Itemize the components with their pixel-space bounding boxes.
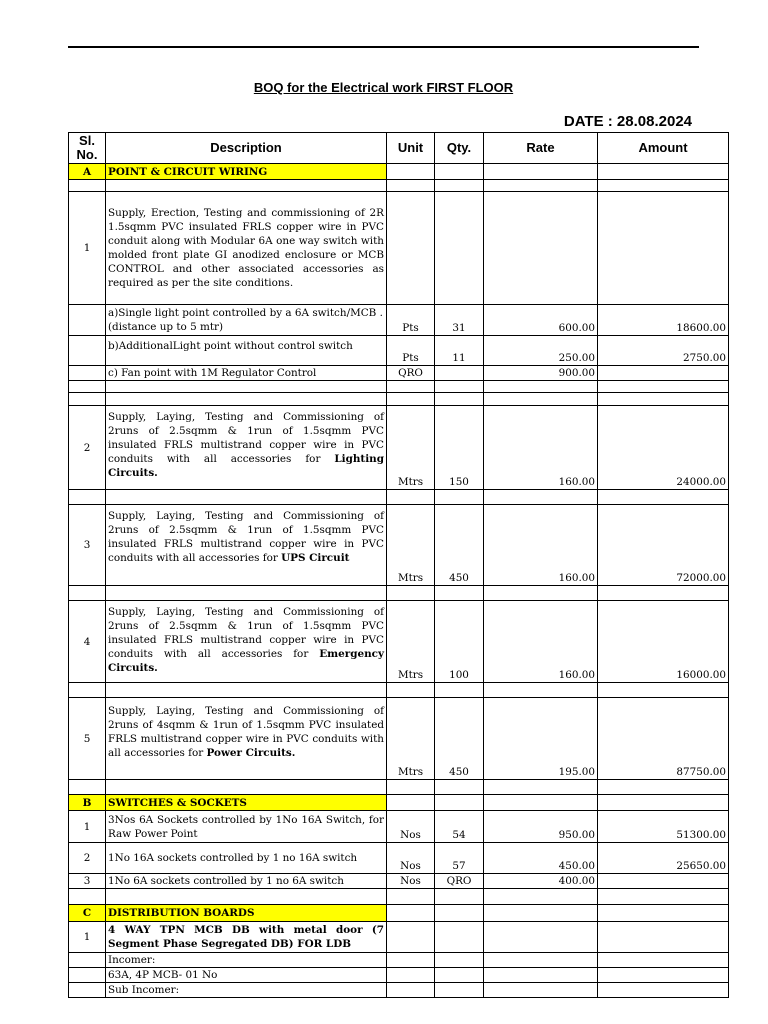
section-c-row bbox=[69, 905, 729, 922]
rate: 900.00 bbox=[484, 366, 598, 381]
rate: 600.00 bbox=[484, 305, 598, 336]
section-letter: C bbox=[69, 905, 106, 922]
amount: 16000.00 bbox=[598, 601, 729, 683]
item-description: 3Nos 6A Sockets controlled by 1No 16A Switch, for Raw Power Point bbox=[106, 811, 387, 843]
sl-no: 2 bbox=[69, 843, 106, 874]
rate: 400.00 bbox=[484, 874, 598, 889]
qty: 450 bbox=[435, 505, 484, 586]
table-row bbox=[69, 874, 729, 889]
rate: 195.00 bbox=[484, 698, 598, 780]
section-letter: B bbox=[69, 795, 106, 811]
section-title: SWITCHES & SOCKETS bbox=[106, 795, 387, 811]
item-description: Supply, Laying, Testing and Commissioning of 2runs of 2.5sqmm & 1run of 1.5sqmm PVC insulated FRLS multistrand copper wire in PVC conduits with all accessories for UPS Circuit bbox=[106, 505, 387, 586]
document-date: DATE : 28.08.2024 bbox=[563, 113, 692, 130]
item-description: Supply, Laying, Testing and Commissioning of 2runs of 4sqmm & 1run of 1.5sqmm PVC insulated FRLS multistrand copper wire in PVC conduits with all accessories for Power Circuits. bbox=[106, 698, 387, 780]
item-description: 1No 6A sockets controlled by 1 no 6A switch bbox=[106, 874, 387, 889]
amount: 18600.00 bbox=[598, 305, 729, 336]
qty: 54 bbox=[435, 811, 484, 843]
sl-no: 3 bbox=[69, 874, 106, 889]
amount: 72000.00 bbox=[598, 505, 729, 586]
table-row bbox=[69, 983, 729, 998]
col-unit: Unit bbox=[387, 133, 435, 164]
sl-no: 2 bbox=[69, 406, 106, 490]
qty: 11 bbox=[435, 336, 484, 366]
item-description: c) Fan point with 1M Regulator Control bbox=[106, 366, 387, 381]
amount: 51300.00 bbox=[598, 811, 729, 843]
spacer-row bbox=[69, 180, 729, 192]
col-amount: Amount bbox=[598, 133, 729, 164]
rate: 250.00 bbox=[484, 336, 598, 366]
spacer-row bbox=[69, 381, 729, 393]
amount bbox=[598, 874, 729, 889]
boq-table bbox=[68, 132, 729, 998]
table-row bbox=[69, 366, 729, 381]
item-description: b)AdditionalLight point without control switch bbox=[106, 336, 387, 366]
item-description: Supply, Erection, Testing and commissioning of 2R 1.5sqmm PVC insulated FRLS copper wire in PVC conduit along with Modular 6A one way switch with molded front plate GI anodized enclosure or MCB CONTROL and other associated accessories as required as per the site conditions. bbox=[106, 192, 387, 305]
amount: 25650.00 bbox=[598, 843, 729, 874]
amount: 87750.00 bbox=[598, 698, 729, 780]
unit: Mtrs bbox=[387, 601, 435, 683]
qty bbox=[435, 366, 484, 381]
qty: 100 bbox=[435, 601, 484, 683]
table-row bbox=[69, 811, 729, 843]
rate: 950.00 bbox=[484, 811, 598, 843]
spacer-row bbox=[69, 393, 729, 406]
table-row bbox=[69, 922, 729, 953]
table-row bbox=[69, 843, 729, 874]
spacer-row bbox=[69, 490, 729, 505]
qty: QRO bbox=[435, 874, 484, 889]
sl-no: 3 bbox=[69, 505, 106, 586]
table-row bbox=[69, 968, 729, 983]
section-title: POINT & CIRCUIT WIRING bbox=[106, 164, 387, 180]
unit: Nos bbox=[387, 874, 435, 889]
spacer-row bbox=[69, 780, 729, 795]
item-description: Sub Incomer: bbox=[106, 983, 387, 998]
table-row bbox=[69, 336, 729, 366]
sl-no: 4 bbox=[69, 601, 106, 683]
item-description: Supply, Laying, Testing and Commissioning of 2runs of 2.5sqmm & 1run of 1.5sqmm PVC insulated FRLS multistrand copper wire in PVC conduits with all accessories for Emergency Circuits. bbox=[106, 601, 387, 683]
table-row bbox=[69, 698, 729, 780]
sl-no: 1 bbox=[69, 811, 106, 843]
qty: 150 bbox=[435, 406, 484, 490]
unit: Nos bbox=[387, 843, 435, 874]
spacer-row bbox=[69, 586, 729, 601]
table-row bbox=[69, 601, 729, 683]
section-a-row bbox=[69, 164, 729, 180]
table-row bbox=[69, 953, 729, 968]
item-description: Supply, Laying, Testing and Commissioning of 2runs of 2.5sqmm & 1run of 1.5sqmm PVC insulated FRLS multistrand copper wire in PVC conduits with all accessories for Lighting Circuits. bbox=[106, 406, 387, 490]
sl-no: 1 bbox=[69, 922, 106, 953]
unit: Mtrs bbox=[387, 698, 435, 780]
item-description: 1No 16A sockets controlled by 1 no 16A switch bbox=[106, 843, 387, 874]
item-description: 4 WAY TPN MCB DB with metal door (7 Segment Phase Segregated DB) FOR LDB bbox=[106, 922, 387, 953]
col-description: Description bbox=[106, 133, 387, 164]
section-title: DISTRIBUTION BOARDS bbox=[106, 905, 387, 922]
sl-no: 1 bbox=[69, 192, 106, 305]
amount bbox=[598, 366, 729, 381]
unit: Mtrs bbox=[387, 505, 435, 586]
table-row bbox=[69, 305, 729, 336]
col-sl-no: Sl. No. bbox=[69, 133, 106, 164]
section-letter: A bbox=[69, 164, 106, 180]
rate: 160.00 bbox=[484, 505, 598, 586]
amount: 24000.00 bbox=[598, 406, 729, 490]
qty: 450 bbox=[435, 698, 484, 780]
unit: Pts bbox=[387, 305, 435, 336]
table-header-row bbox=[69, 133, 729, 164]
sl-no: 5 bbox=[69, 698, 106, 780]
rate: 450.00 bbox=[484, 843, 598, 874]
table-row bbox=[69, 192, 729, 305]
spacer-row bbox=[69, 889, 729, 905]
qty: 31 bbox=[435, 305, 484, 336]
col-rate: Rate bbox=[484, 133, 598, 164]
qty: 57 bbox=[435, 843, 484, 874]
table-row bbox=[69, 505, 729, 586]
unit: Nos bbox=[387, 811, 435, 843]
table-row bbox=[69, 406, 729, 490]
top-rule bbox=[68, 46, 699, 48]
document-title: BOQ for the Electrical work FIRST FLOOR bbox=[253, 80, 514, 95]
rate: 160.00 bbox=[484, 601, 598, 683]
item-description: 63A, 4P MCB- 01 No bbox=[106, 968, 387, 983]
amount: 2750.00 bbox=[598, 336, 729, 366]
rate: 160.00 bbox=[484, 406, 598, 490]
item-description: a)Single light point controlled by a 6A switch/MCB . (distance up to 5 mtr) bbox=[106, 305, 387, 336]
section-b-row bbox=[69, 795, 729, 811]
spacer-row bbox=[69, 683, 729, 698]
unit: Mtrs bbox=[387, 406, 435, 490]
unit: Pts bbox=[387, 336, 435, 366]
unit: QRO bbox=[387, 366, 435, 381]
item-description: Incomer: bbox=[106, 953, 387, 968]
col-qty: Qty. bbox=[435, 133, 484, 164]
